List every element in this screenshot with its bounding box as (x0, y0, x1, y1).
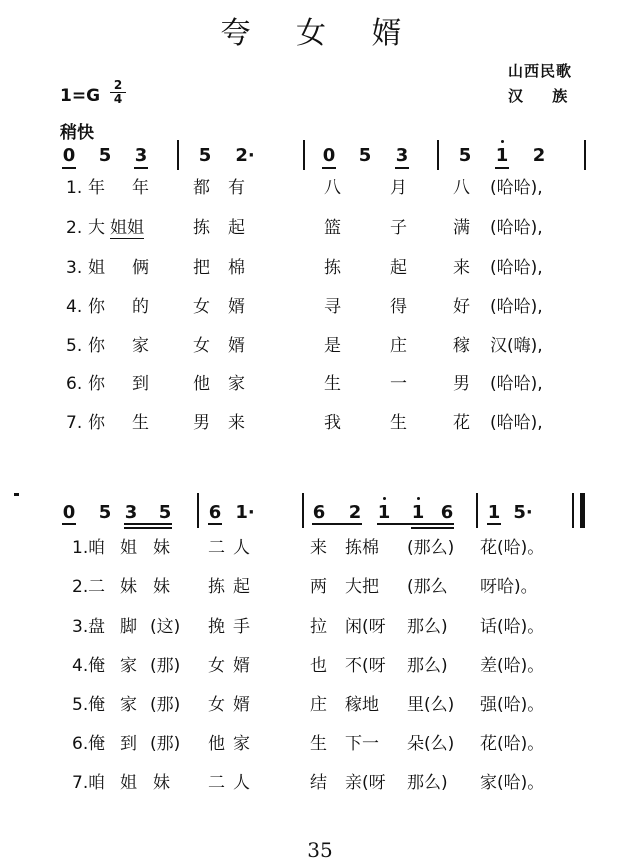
note: 2 (348, 502, 362, 523)
underline (62, 167, 76, 169)
lyric-syllable: 女婿 (208, 656, 258, 676)
lyric-syllable: 咱 (88, 538, 105, 558)
lyric-syllable: 男 (193, 413, 210, 433)
verse-number: 6. (72, 734, 89, 754)
note: 1 (377, 502, 391, 523)
note: 5 (98, 145, 112, 166)
note: 5· (513, 502, 533, 523)
lyric-syllable: 拉 (310, 617, 327, 637)
lyric-syllable: 也 (310, 656, 327, 676)
lyric-syllable: 棉 (228, 258, 245, 278)
lyric-syllable: 的 (132, 297, 149, 317)
lyric-syllable: 姐 (120, 773, 137, 793)
lyric-syllable: 婿 (228, 297, 245, 317)
lyric-syllable: 盘 (88, 617, 105, 637)
note: 0 (322, 145, 336, 166)
time-signature (110, 80, 126, 105)
lyric-syllable: 你 (88, 413, 105, 433)
verse-number: 6. (66, 374, 83, 394)
final-barline-thin (572, 493, 574, 528)
lyric-syllable: (哈哈), (490, 374, 543, 394)
lyric-syllable: 家 (132, 336, 149, 356)
note: 5 (98, 502, 112, 523)
song-title: 夸 女 婿 (220, 16, 420, 51)
lyric-syllable: 汉(嗨), (490, 336, 543, 356)
lyric-syllable: 大 (88, 218, 105, 238)
barline (437, 140, 439, 170)
lyric-syllable: 家 (228, 374, 245, 394)
note: 6 (440, 502, 454, 523)
lyric-syllable: 那么) (407, 656, 448, 676)
time-signature-denominator: 4 (113, 92, 123, 106)
lyric-syllable: 你 (88, 297, 105, 317)
barline (302, 493, 304, 528)
lyric-syllable: 都 (193, 178, 210, 198)
lyric-syllable: 生 (324, 374, 341, 394)
underline (312, 523, 362, 525)
lyric-syllable: 俺 (88, 734, 105, 754)
song-origin: 山西民歌 (508, 62, 573, 80)
lyric-syllable: 妹 (153, 538, 170, 558)
lyric-syllable: 稼 (453, 336, 470, 356)
note: 5 (458, 145, 472, 166)
lyric-syllable: 八 (453, 178, 470, 198)
lyric-syllable: 寻 (324, 297, 341, 317)
barline (476, 493, 478, 528)
lyric-syllable: (哈哈), (490, 258, 543, 278)
lyric-syllable: 来 (310, 538, 327, 558)
lyric-syllable: 不(呀 (345, 656, 386, 676)
lyric-syllable: 得 (390, 297, 407, 317)
barline (197, 493, 199, 528)
lyric-syllable: (这) (150, 617, 181, 637)
underline (411, 527, 454, 529)
lyric-syllable: 拣 (193, 218, 210, 238)
underline (124, 523, 172, 525)
note: 3 (395, 145, 409, 166)
lyric-syllable: 他家 (208, 734, 258, 754)
lyric-syllable: (哈哈), (490, 218, 543, 238)
underline (62, 523, 76, 525)
lyric-syllable: (哈哈), (490, 178, 543, 198)
underline (124, 527, 172, 529)
lyric-syllable: 满 (453, 218, 470, 238)
lyric-syllable: 亲(呀 (345, 773, 386, 793)
lyric-syllable: 有 (228, 178, 245, 198)
lyric-syllable: (那么 (407, 577, 448, 597)
lyric-syllable: 花(哈)。 (480, 734, 545, 754)
note: 1· (235, 502, 255, 523)
lyric-syllable: 下一 (345, 734, 379, 754)
lyric-syllable: 起 (390, 258, 407, 278)
lyric-syllable: 生 (310, 734, 327, 754)
lyric-syllable: 庄 (310, 695, 327, 715)
lyric-syllable: 男 (453, 374, 470, 394)
lyric-syllable: 女 (193, 336, 210, 356)
lyric-syllable: 婿 (228, 336, 245, 356)
lyric-syllable: (那) (150, 695, 181, 715)
note: 6 (312, 502, 326, 523)
verse-number: 3. (72, 617, 89, 637)
lyric-syllable: 二 (88, 577, 105, 597)
verse-number: 7. (72, 773, 89, 793)
note: 1 (495, 145, 509, 166)
verse-number: 2. (72, 577, 89, 597)
lyric-syllable: 到 (132, 374, 149, 394)
lyric-syllable: (那) (150, 656, 181, 676)
lyric-syllable: 你 (88, 336, 105, 356)
lyric-syllable: 二人 (208, 773, 258, 793)
high-octave-dot (383, 497, 386, 500)
lyric-syllable: 到 (120, 734, 137, 754)
lyric-syllable: 花(哈)。 (480, 538, 545, 558)
lyric-syllable: 庄 (390, 336, 407, 356)
lyric-syllable: 生 (390, 413, 407, 433)
lyric-syllable: 他 (193, 374, 210, 394)
final-barline-thick (580, 493, 585, 528)
lyric-syllable: 两 (310, 577, 327, 597)
verse-number: 4. (72, 656, 89, 676)
lyric-syllable: 生 (132, 413, 149, 433)
lyric-syllable: 我 (324, 413, 341, 433)
note: 1 (487, 502, 501, 523)
lyric-syllable: 脚 (120, 617, 137, 637)
verse-number: 1. (72, 538, 89, 558)
lyric-syllable: 俺 (88, 695, 105, 715)
lyric-syllable: 闲(呀 (345, 617, 386, 637)
barline (584, 140, 586, 170)
lyric-syllable: (那) (150, 734, 181, 754)
lyric-syllable: 呀哈)。 (480, 577, 538, 597)
verse-number: 4. (66, 297, 83, 317)
tempo-marking: 稍快 (60, 123, 94, 143)
lyric-syllable: 女婿 (208, 695, 258, 715)
lyric-syllable: 挽手 (208, 617, 258, 637)
note: 2 (532, 145, 546, 166)
underline (495, 167, 509, 169)
high-octave-dot (501, 140, 504, 143)
lyric-syllable: 好 (453, 297, 470, 317)
verse-number: 3. (66, 258, 83, 278)
lyric-syllable: 女 (193, 297, 210, 317)
note: 3 (134, 145, 148, 166)
lyric-syllable: 二人 (208, 538, 258, 558)
note: 3 (124, 502, 138, 523)
lyric-syllable: 姐 (88, 258, 105, 278)
lyric-syllable: 年 (132, 178, 149, 198)
lyric-syllable: 八 (324, 178, 341, 198)
underline (208, 523, 222, 525)
margin-mark (14, 493, 19, 496)
lyric-syllable: 拣 (324, 258, 341, 278)
lyric-syllable: 稼地 (345, 695, 379, 715)
lyric-syllable: 咱 (88, 773, 105, 793)
barline (177, 140, 179, 170)
lyric-syllable: 朵(么) (407, 734, 455, 754)
lyric-syllable: 一 (390, 374, 407, 394)
lyric-syllable: 妹 (120, 577, 137, 597)
lyric-syllable: 那么) (407, 773, 448, 793)
lyric-syllable: 花 (453, 413, 470, 433)
lyric-syllable: (哈哈), (490, 413, 543, 433)
note: 5 (198, 145, 212, 166)
time-signature-numerator: 2 (113, 78, 123, 92)
lyric-syllable: 子 (390, 218, 407, 238)
lyric-syllable: 大把 (345, 577, 379, 597)
lyric-syllable: 你 (88, 374, 105, 394)
lyric-syllable: 话(哈)。 (480, 617, 545, 637)
lyric-syllable: (哈哈), (490, 297, 543, 317)
lyric-syllable: 俺 (88, 656, 105, 676)
note: 5 (158, 502, 172, 523)
lyric-syllable: 把 (193, 258, 210, 278)
underline (377, 523, 454, 525)
verse-number: 2. (66, 218, 83, 238)
lyric-syllable: 拣起 (208, 577, 258, 597)
lyric-syllable: 姐 (120, 538, 137, 558)
lyric-syllable: 年 (88, 178, 105, 198)
lyric-syllable: 结 (310, 773, 327, 793)
lyric-syllable: 家 (120, 695, 137, 715)
lyric-syllable: 来 (453, 258, 470, 278)
song-ethnicity: 汉 族 (508, 87, 580, 105)
high-octave-dot (417, 497, 420, 500)
underline (134, 167, 148, 169)
underline (395, 167, 409, 169)
lyric-syllable: (那么) (407, 538, 455, 558)
page-number: 35 (307, 838, 333, 862)
verse-number: 5. (72, 695, 89, 715)
lyric-syllable: 家 (120, 656, 137, 676)
lyric-syllable: 强(哈)。 (480, 695, 545, 715)
lyric-syllable: 姐姐 (110, 218, 144, 238)
note: 6 (208, 502, 222, 523)
lyric-syllable: 月 (390, 178, 407, 198)
lyric-syllable: 是 (324, 336, 341, 356)
lyric-syllable: 俩 (132, 258, 149, 278)
lyric-syllable: 妹 (153, 773, 170, 793)
lyric-syllable: 起 (228, 218, 245, 238)
lyric-syllable: 那么) (407, 617, 448, 637)
lyric-syllable: 家(哈)。 (480, 773, 545, 793)
lyric-syllable: 差(哈)。 (480, 656, 545, 676)
verse-number: 7. (66, 413, 83, 433)
note: 5 (358, 145, 372, 166)
note: 0 (62, 502, 76, 523)
lyric-syllable: 妹 (153, 577, 170, 597)
verse-number: 1. (66, 178, 83, 198)
underline (487, 523, 501, 525)
barline (303, 140, 305, 170)
note: 2· (235, 145, 255, 166)
lyric-syllable: 篮 (324, 218, 341, 238)
lyric-syllable: 来 (228, 413, 245, 433)
verse-number: 5. (66, 336, 83, 356)
note: 0 (62, 145, 76, 166)
note: 1 (411, 502, 425, 523)
lyric-syllable: 拣棉 (345, 538, 379, 558)
key-signature: 1=G (60, 86, 101, 106)
underline (322, 167, 336, 169)
lyric-syllable: 里(么) (407, 695, 455, 715)
